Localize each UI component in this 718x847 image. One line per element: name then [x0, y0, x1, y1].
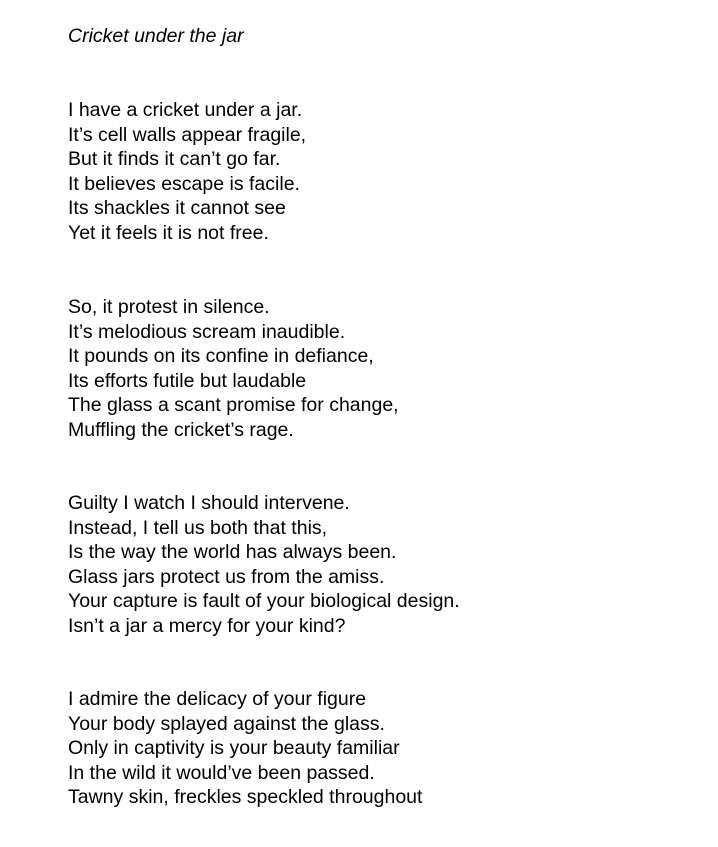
poem-line: I admire the delicacy of your figure — [68, 688, 367, 710]
poem-line: It believes escape is facile. — [68, 172, 300, 195]
poem-line: Glass jars protect us from the amiss. — [68, 565, 385, 588]
poem-line: The glass a scant promise for change, — [68, 394, 399, 416]
poem-line: Its efforts futile but laudable — [68, 369, 307, 392]
poem-page — [68, 24, 688, 808]
poem-line: Your capture is fault of your biological design. — [68, 590, 460, 612]
poem-line: So, it protest in silence. — [68, 296, 270, 318]
stanza-4 — [68, 687, 422, 810]
poem-line: It’s melodious scream inaudible. — [68, 320, 346, 343]
stanza-2 — [68, 295, 399, 442]
poem-line: Only in captivity is your beauty familiar — [68, 737, 400, 759]
poem-line: Guilty I watch I should intervene. — [68, 492, 350, 514]
poem-line: But it finds it can’t go far. — [68, 148, 281, 170]
poem-line: Its shackles it cannot see — [68, 197, 286, 219]
poem-title: Cricket under the jar — [68, 25, 244, 47]
poem-line: Muffling the cricket’s rage. — [68, 418, 294, 441]
stanza-3 — [68, 491, 460, 638]
poem-line: It’s cell walls appear fragile, — [68, 123, 307, 146]
poem-line: Your body splayed against the glass. — [68, 712, 385, 735]
poem-line: I have a cricket under a jar. — [68, 99, 303, 121]
poem-line: Is the way the world has always been. — [68, 541, 397, 563]
poem-line: Tawny skin, freckles speckled throughout — [68, 786, 423, 808]
poem-line: Isn’t a jar a mercy for your kind? — [68, 614, 346, 637]
stanza-1 — [68, 98, 306, 245]
poem-line: Yet it feels it is not free. — [68, 221, 269, 244]
poem-line: In the wild it would’ve been passed. — [68, 761, 375, 784]
poem-line: Instead, I tell us both that this, — [68, 516, 328, 539]
poem-line: It pounds on its confine in defiance, — [68, 345, 374, 367]
